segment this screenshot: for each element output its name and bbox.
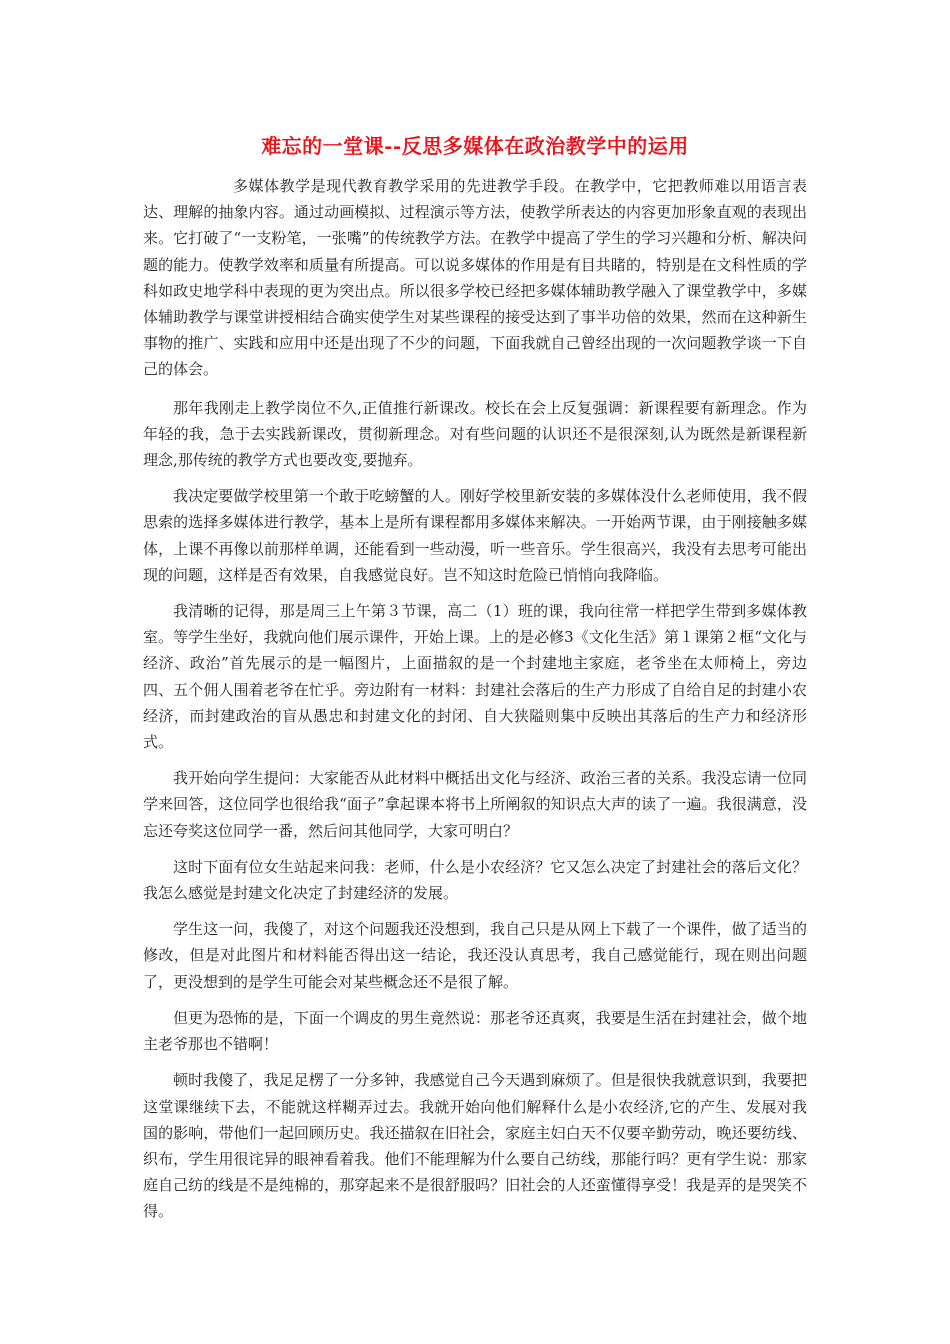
document-body [143,173,807,1225]
paragraph-3: 我决定要做学校里第一个敢于吃螃蟹的人。刚好学校里新安装的多媒体没什么老师使用，我不假思索的选择多媒体进行教学，基本上是所有课程都用多媒体来解决。一开始两节课，由于刚接触多媒体，上课不再像以前那样单调，还能看到一些动漫，听一些音乐。学生很高兴，我没有去思考可能出现的问题，这样是否有效果，自我感觉良好。岂不知这时危险已悄悄向我降临。 [143,487,807,584]
paragraph-4: 我清晰的记得，那是周三上午第３节课，高二（1）班的课，我向往常一样把学生带到多媒体教室。等学生坐好，我就向他们展示课件，开始上课。上的是必修3《文化生活》第１课第２框“文化与经济、政治”首先展示的是一幅图片，上面描叙的是一个封建地主家庭，老爷坐在太师椅上，旁边四、五个佣人围着老爷在忙乎。旁边附有一材料：封建社会落后的生产力形成了自给自足的封建小农经济，而封建政治的盲从愚忠和封建文化的封闭、自大狭隘则集中反映出其落后的生产力和经济形式。 [143,602,807,752]
paragraph-6: 这时下面有位女生站起来问我：老师，什么是小农经济？它又怎么决定了封建社会的落后文化？我怎么感觉是封建文化决定了封建经济的发展。 [143,857,807,903]
document-title: 难忘的一堂课--反思多媒体在政治教学中的运用 [261,134,689,158]
paragraph-intro: 多媒体教学是现代教育教学采用的先进教学手段。在教学中，它把教师难以用语言表达、理解的抽象内容。通过动画模拟、过程演示等方法，使教学所表达的内容更加形象直观的表现出来。它打破了“一支粉笔，一张嘴”的传统教学方法。在教学中提高了学生的学习兴趣和分析、解决问题的能力。使教学效率和质量有所提高。可以说多媒体的作用是有目共睹的，特别是在文科性质的学科如政史地学科中表现的更为突出点。所以很多学校已经把多媒体辅助教学融入了课堂教学中，多媒体辅助教学与课堂讲授相结合确实使学生对某些课程的接受达到了事半功倍的效果，然而在这种新生事物的推广、实践和应用中还是出现了不少的问题，下面我就自己曾经出现的一次问题教学谈一下自己的体会。 [143,177,807,379]
paragraph-7: 学生这一问，我傻了，对这个问题我还没想到，我自己只是从网上下载了一个课件，做了适当的修改，但是对此图片和材料能否得出这一结论，我还没认真思考，我自己感觉能行，现在则出问题了，更没想到的是学生可能会对某些概念还不是很了解。 [143,920,807,991]
paragraph-8: 但更为恐怖的是，下面一个调皮的男生竟然说：那老爷还真爽，我要是生活在封建社会，做个地主老爷那也不错啊！ [143,1008,807,1054]
paragraph-9: 顿时我傻了，我足足楞了一分多钟，我感觉自己今天遇到麻烦了。但是很快我就意识到，我要把这堂课继续下去，不能就这样糊弄过去。我就开始向他们解释什么是小农经济,它的产生、发展对我国的影响，带他们一起回顾历史。我还描叙在旧社会，家庭主妇白天不仅要辛勤劳动，晚还要纺线、织布，学生用很诧异的眼神看着我。他们不能理解为什么要自己纺线，那能行吗？更有学生说：那家庭自己纺的线是不是纯棉的，那穿起来不是很舒服吗？旧社会的人还蛮懂得享受！我是弄的是哭笑不得。 [143,1071,807,1221]
paragraph-5: 我开始向学生提问：大家能否从此材料中概括出文化与经济、政治三者的关系。我没忘请一位同学来回答，这位同学也很给我“面子”拿起课本将书上所阐叙的知识点大声的读了一遍。我很满意，没忘还夸奖这位同学一番，然后问其他同学，大家可明白？ [143,769,807,840]
paragraph-2: 那年我刚走上教学岗位不久,正值推行新课改。校长在会上反复强调：新课程要有新理念。作为年轻的我，急于去实践新课改，贯彻新理念。对有些问题的认识还不是很深刻,认为既然是新课程新理念,那传统的教学方式也要改变,要抛弃。 [143,398,807,470]
